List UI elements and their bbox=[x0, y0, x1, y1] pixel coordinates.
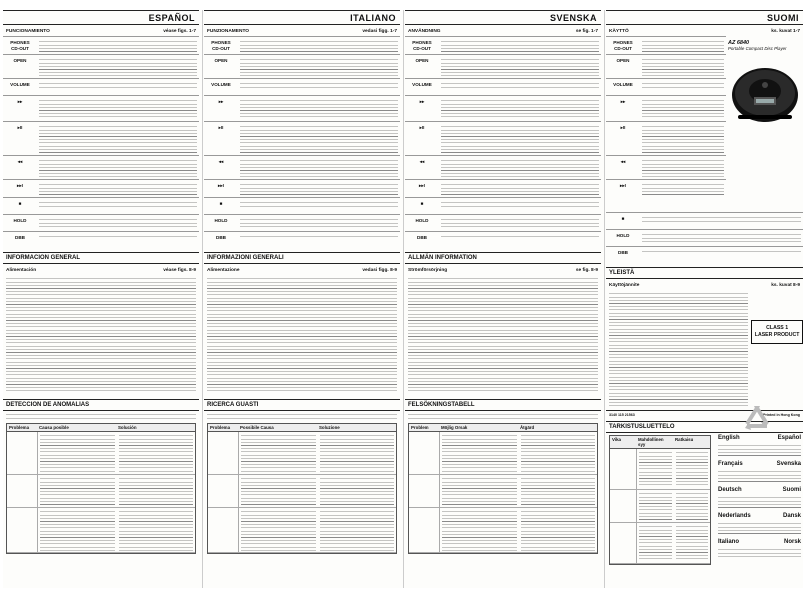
troubleshooting-table: Problema Possibile Causa Soluzione bbox=[207, 423, 397, 554]
controls-with-product bbox=[606, 36, 803, 212]
control-row bbox=[3, 155, 199, 179]
print-footer: 3140 115 21563 Printed in Hong Kong bbox=[606, 410, 803, 419]
table-row bbox=[610, 449, 710, 490]
section-header: RICERCA GUASTI bbox=[204, 399, 400, 411]
language-list bbox=[714, 433, 803, 567]
control-key: HOLD bbox=[13, 218, 27, 223]
table-row bbox=[409, 508, 597, 553]
control-row: ◂◂ bbox=[606, 155, 726, 179]
control-row: OPEN bbox=[405, 54, 601, 78]
control-row: ▸II bbox=[606, 121, 726, 155]
section-header: DETECCION DE ANOMALIAS bbox=[3, 399, 199, 411]
column-header bbox=[606, 10, 803, 25]
section-header: FELSÖKNINGSTABELL bbox=[405, 399, 601, 411]
control-row bbox=[3, 54, 199, 78]
column-espanol: ESPAÑOL FUNCIONAMIENTO véase figs. 1-7 PHONES CD-OUT OPEN VOLUME ▸▸ ▸II ◂◂ ▸▸I ■ HOLD DBB INFORMACION GENERAL Alimentación véase figs. 8-9 DETECCION DE ANOMALIAS Problema Causa posible Solución bbox=[3, 10, 199, 588]
language-row: Italiano Norsk bbox=[718, 539, 801, 545]
column-header bbox=[3, 10, 199, 25]
control-row: PHONES CD-OUT bbox=[204, 36, 400, 54]
product-description: Portable Compact Disc Player bbox=[728, 46, 787, 51]
control-key: VOLUME bbox=[10, 82, 30, 87]
control-row: HOLD bbox=[606, 229, 803, 246]
product-block bbox=[728, 36, 803, 134]
column-title: ITALIANO bbox=[350, 12, 396, 23]
section-header: INFORMAZIONI GENERALI bbox=[204, 252, 400, 264]
model-number: AZ 6840 bbox=[728, 40, 750, 46]
language-row: Deutsch Suomi bbox=[718, 487, 801, 493]
column-suomi: SUOMI KÄYTTÖ ks. kuvat 1-7 PHONES CD-OUT OPEN VOLUME ▸▸ ▸II ◂◂ ▸▸I AZ 6840 Portable Compact Disc Player ■ HOLD DBB YLEISTÄ Käyttöjännite ks. kuvat 8-9 CLASS 1 LASER PRODUCT 3140 115 21563 Printed in Hong Kong TARKISTUSLUETTELO Vika Mahdollinen syy Ratkaisu English Español Français Svenska Deutsch Suomi Nederlands Dansk Italiano Norsk bbox=[606, 10, 803, 588]
fold-line bbox=[403, 10, 404, 588]
control-row: ▸▸ bbox=[204, 95, 400, 121]
control-row: VOLUME bbox=[405, 78, 601, 95]
control-row: ▸▸I bbox=[405, 179, 601, 197]
control-row bbox=[3, 231, 199, 248]
control-key: OPEN bbox=[13, 58, 27, 63]
fold-line bbox=[202, 10, 203, 588]
control-row: ■ bbox=[405, 197, 601, 214]
control-row bbox=[3, 78, 199, 95]
control-row: ■ bbox=[606, 212, 803, 229]
section-header: INFORMACION GENERAL bbox=[3, 252, 199, 264]
language-row: Français Svenska bbox=[718, 461, 801, 467]
section-header: ALLMÄN INFORMATION bbox=[405, 252, 601, 264]
control-row: DBB bbox=[405, 231, 601, 248]
table-row bbox=[208, 508, 396, 553]
language-row: English Español bbox=[718, 435, 801, 441]
control-row: OPEN bbox=[606, 54, 726, 78]
table-row bbox=[208, 475, 396, 508]
section-header: YLEISTÄ bbox=[606, 267, 803, 279]
control-row: ▸▸I bbox=[606, 179, 726, 197]
control-row: HOLD bbox=[405, 214, 601, 231]
control-row: OPEN bbox=[204, 54, 400, 78]
column-italiano: ITALIANO FUNZIONAMENTO vedasi figg. 1-7 PHONES CD-OUT OPEN VOLUME ▸▸ ▸II ◂◂ ▸▸I ■ HOLD DBB INFORMAZIONI GENERALI Alimentazione vedasi figg. 8-9 RICERCA GUASTI Problema Possibile Causa Soluzione bbox=[204, 10, 400, 588]
control-row: PHONES CD-OUT bbox=[405, 36, 601, 54]
control-row: ▸▸ bbox=[405, 95, 601, 121]
control-row: DBB bbox=[204, 231, 400, 248]
control-row bbox=[3, 36, 199, 54]
manual-sheet bbox=[3, 10, 803, 588]
fold-line bbox=[604, 10, 605, 588]
control-row: ▸II bbox=[204, 121, 400, 155]
body-text bbox=[3, 275, 199, 395]
column-header bbox=[204, 10, 400, 25]
control-key: ▸▸ bbox=[17, 99, 23, 104]
column-title: ESPAÑOL bbox=[148, 12, 195, 23]
control-key: PHONES CD-OUT bbox=[10, 40, 30, 51]
control-row: DBB bbox=[606, 246, 803, 263]
control-key: ▸II bbox=[17, 125, 23, 130]
control-row: ◂◂ bbox=[204, 155, 400, 179]
control-key: ■ bbox=[18, 201, 22, 206]
control-row: HOLD bbox=[204, 214, 400, 231]
troubleshooting-table: Problem Möjlig Orsak Åtgärd bbox=[408, 423, 598, 554]
column-svenska: SVENSKA ANVÄNDNING se fig. 1-7 PHONES CD-OUT OPEN VOLUME ▸▸ ▸II ◂◂ ▸▸I ■ HOLD DBB ALLMÄN INFORMATION Strömförsörjning se fig. 8-9 FELSÖKNINGSTABELL Problem Möjlig Orsak Åtgärd bbox=[405, 10, 601, 588]
table-row bbox=[7, 432, 195, 475]
control-row: VOLUME bbox=[606, 78, 726, 95]
language-row: Nederlands Dansk bbox=[718, 513, 801, 519]
table-row bbox=[409, 432, 597, 475]
table-row bbox=[7, 508, 195, 553]
control-row: ◂◂ bbox=[405, 155, 601, 179]
control-row bbox=[3, 121, 199, 155]
table-row bbox=[409, 475, 597, 508]
table-row bbox=[208, 432, 396, 475]
control-row: ▸▸I bbox=[204, 179, 400, 197]
control-row: PHONES CD-OUT bbox=[606, 36, 726, 54]
section-header: TARKISTUSLUETTELO bbox=[606, 421, 803, 433]
control-row: ▸▸ bbox=[606, 95, 726, 121]
cd-player-illustration bbox=[728, 57, 802, 129]
troubleshooting-table: Vika Mahdollinen syy Ratkaisu bbox=[609, 435, 711, 565]
laser-class-label: CLASS 1 LASER PRODUCT bbox=[751, 320, 803, 344]
control-row bbox=[3, 179, 199, 197]
control-key: ◂◂ bbox=[17, 159, 23, 164]
control-row bbox=[3, 197, 199, 214]
column-title: SUOMI bbox=[766, 12, 799, 23]
section-subtitle: FUNCIONAMIENTO véase figs. 1-7 bbox=[6, 29, 196, 34]
control-row: ■ bbox=[204, 197, 400, 214]
control-row: ▸II bbox=[405, 121, 601, 155]
column-header bbox=[405, 10, 601, 25]
control-row bbox=[3, 214, 199, 231]
control-row bbox=[3, 95, 199, 121]
table-row bbox=[610, 523, 710, 564]
table-row bbox=[610, 490, 710, 523]
control-key: DBB bbox=[15, 235, 25, 240]
troubleshooting-table: Problema Causa posible Solución bbox=[6, 423, 196, 554]
column-title: SVENSKA bbox=[549, 12, 597, 23]
control-key: ▸▸I bbox=[17, 183, 23, 188]
table-row bbox=[7, 475, 195, 508]
recycle-icon bbox=[739, 404, 775, 440]
control-row: VOLUME bbox=[204, 78, 400, 95]
